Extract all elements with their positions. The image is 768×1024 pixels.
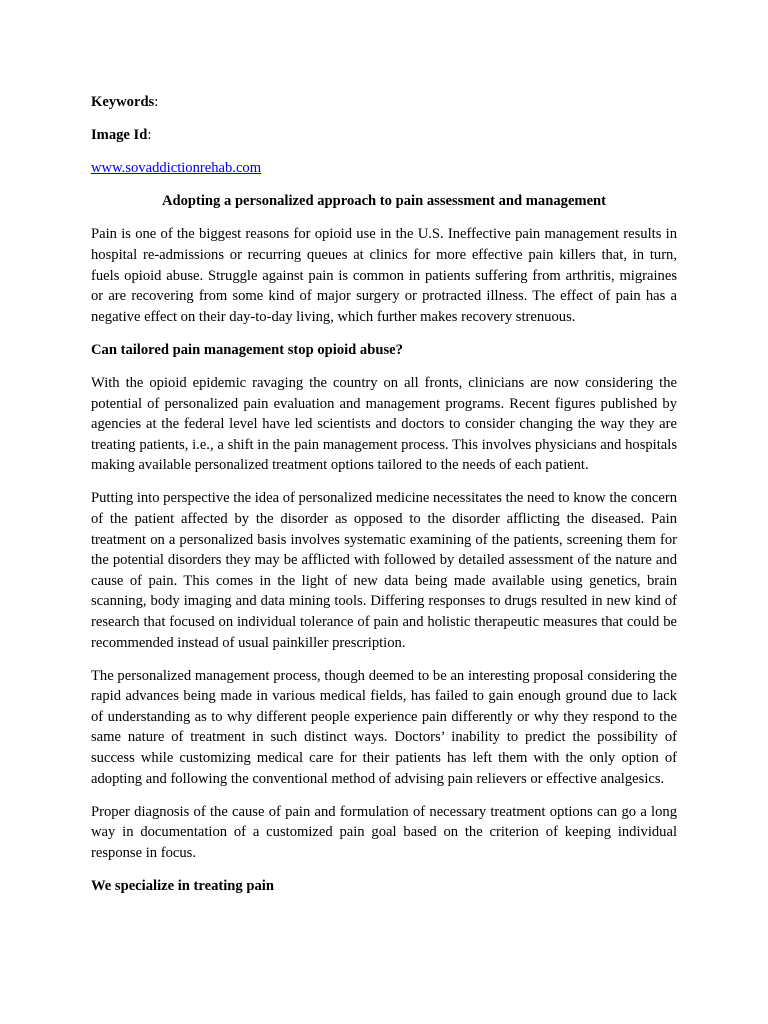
paragraph-perspective: Putting into perspective the idea of personalized medicine necessitates the need to know the concern of the patient affected by the disorder as opposed to the disorder afflicting the diseased. Pain treatment on a personalized basis involves systematic examining of the patients, screening them for the potential disorders they may be afflicted with followed by detailed assessment of the nature and cause of pain. This comes in the light of new data being made available using genetics, brain scanning, body imaging and data mining tools. Differing responses to drugs resulted in new kind of research that focused on individual tolerance of pain and holistic therapeutic measures that could be recommended instead of usual painkiller prescription. bbox=[91, 490, 677, 651]
keywords-line bbox=[91, 92, 677, 113]
website-link[interactable]: www.sovaddictionrehab.com bbox=[91, 160, 262, 177]
section-heading-specialize: We specialize in treating pain bbox=[91, 878, 274, 894]
paragraph-diagnosis: Proper diagnosis of the cause of pain and formulation of necessary treatment options can go a long way in documentation of a customized pain goal based on the criterion of keeping individual response in focus. bbox=[91, 803, 677, 861]
intro-paragraph: Pain is one of the biggest reasons for opioid use in the U.S. Ineffective pain management results in hospital re-admissions or recurring queues at clinics for more effective pain killers that, in turn, fuels opioid abuse. Struggle against pain is common in patients suffering from arthritis, migraines or are recovering from some kind of major surgery or protracted illness. The effect of pain has a negative effect on their day-to-day living, which further makes recovery strenuous. bbox=[91, 226, 677, 325]
document-page bbox=[91, 92, 677, 909]
keywords-colon: : bbox=[154, 94, 159, 110]
article-title: Adopting a personalized approach to pain assessment and management bbox=[161, 193, 607, 210]
paragraph-process: The personalized management process, though deemed to be an interesting proposal considering the rapid advances being made in various medical fields, has failed to gain enough ground due to lack of understanding as to why different people experience pain differently or why they respond to the same nature of treatment in such distinct ways. Doctors’ inability to predict the possibility of success while customizing medical care for their patients has left them with the only option of adopting and following the conventional method of advising pain relievers or effective analgesics. bbox=[91, 667, 677, 787]
keywords-label: Keywords bbox=[91, 94, 155, 110]
image-id-colon: : bbox=[147, 127, 152, 144]
image-id-line bbox=[91, 125, 677, 146]
section-heading-tailored: Can tailored pain management stop opioid abuse? bbox=[91, 341, 403, 358]
image-id-label: Image Id bbox=[91, 127, 148, 144]
website-line bbox=[91, 158, 677, 179]
paragraph-epidemic: With the opioid epidemic ravaging the country on all fronts, clinicians are now considering the potential of personalized pain evaluation and management programs. Recent figures published by agencies at the federal level have led scientists and doctors to consider changing the way they are treating patients, i.e., a shift in the pain management process. This involves physicians and hospitals making available personalized treatment options tailored to the needs of each patient. bbox=[91, 374, 677, 474]
